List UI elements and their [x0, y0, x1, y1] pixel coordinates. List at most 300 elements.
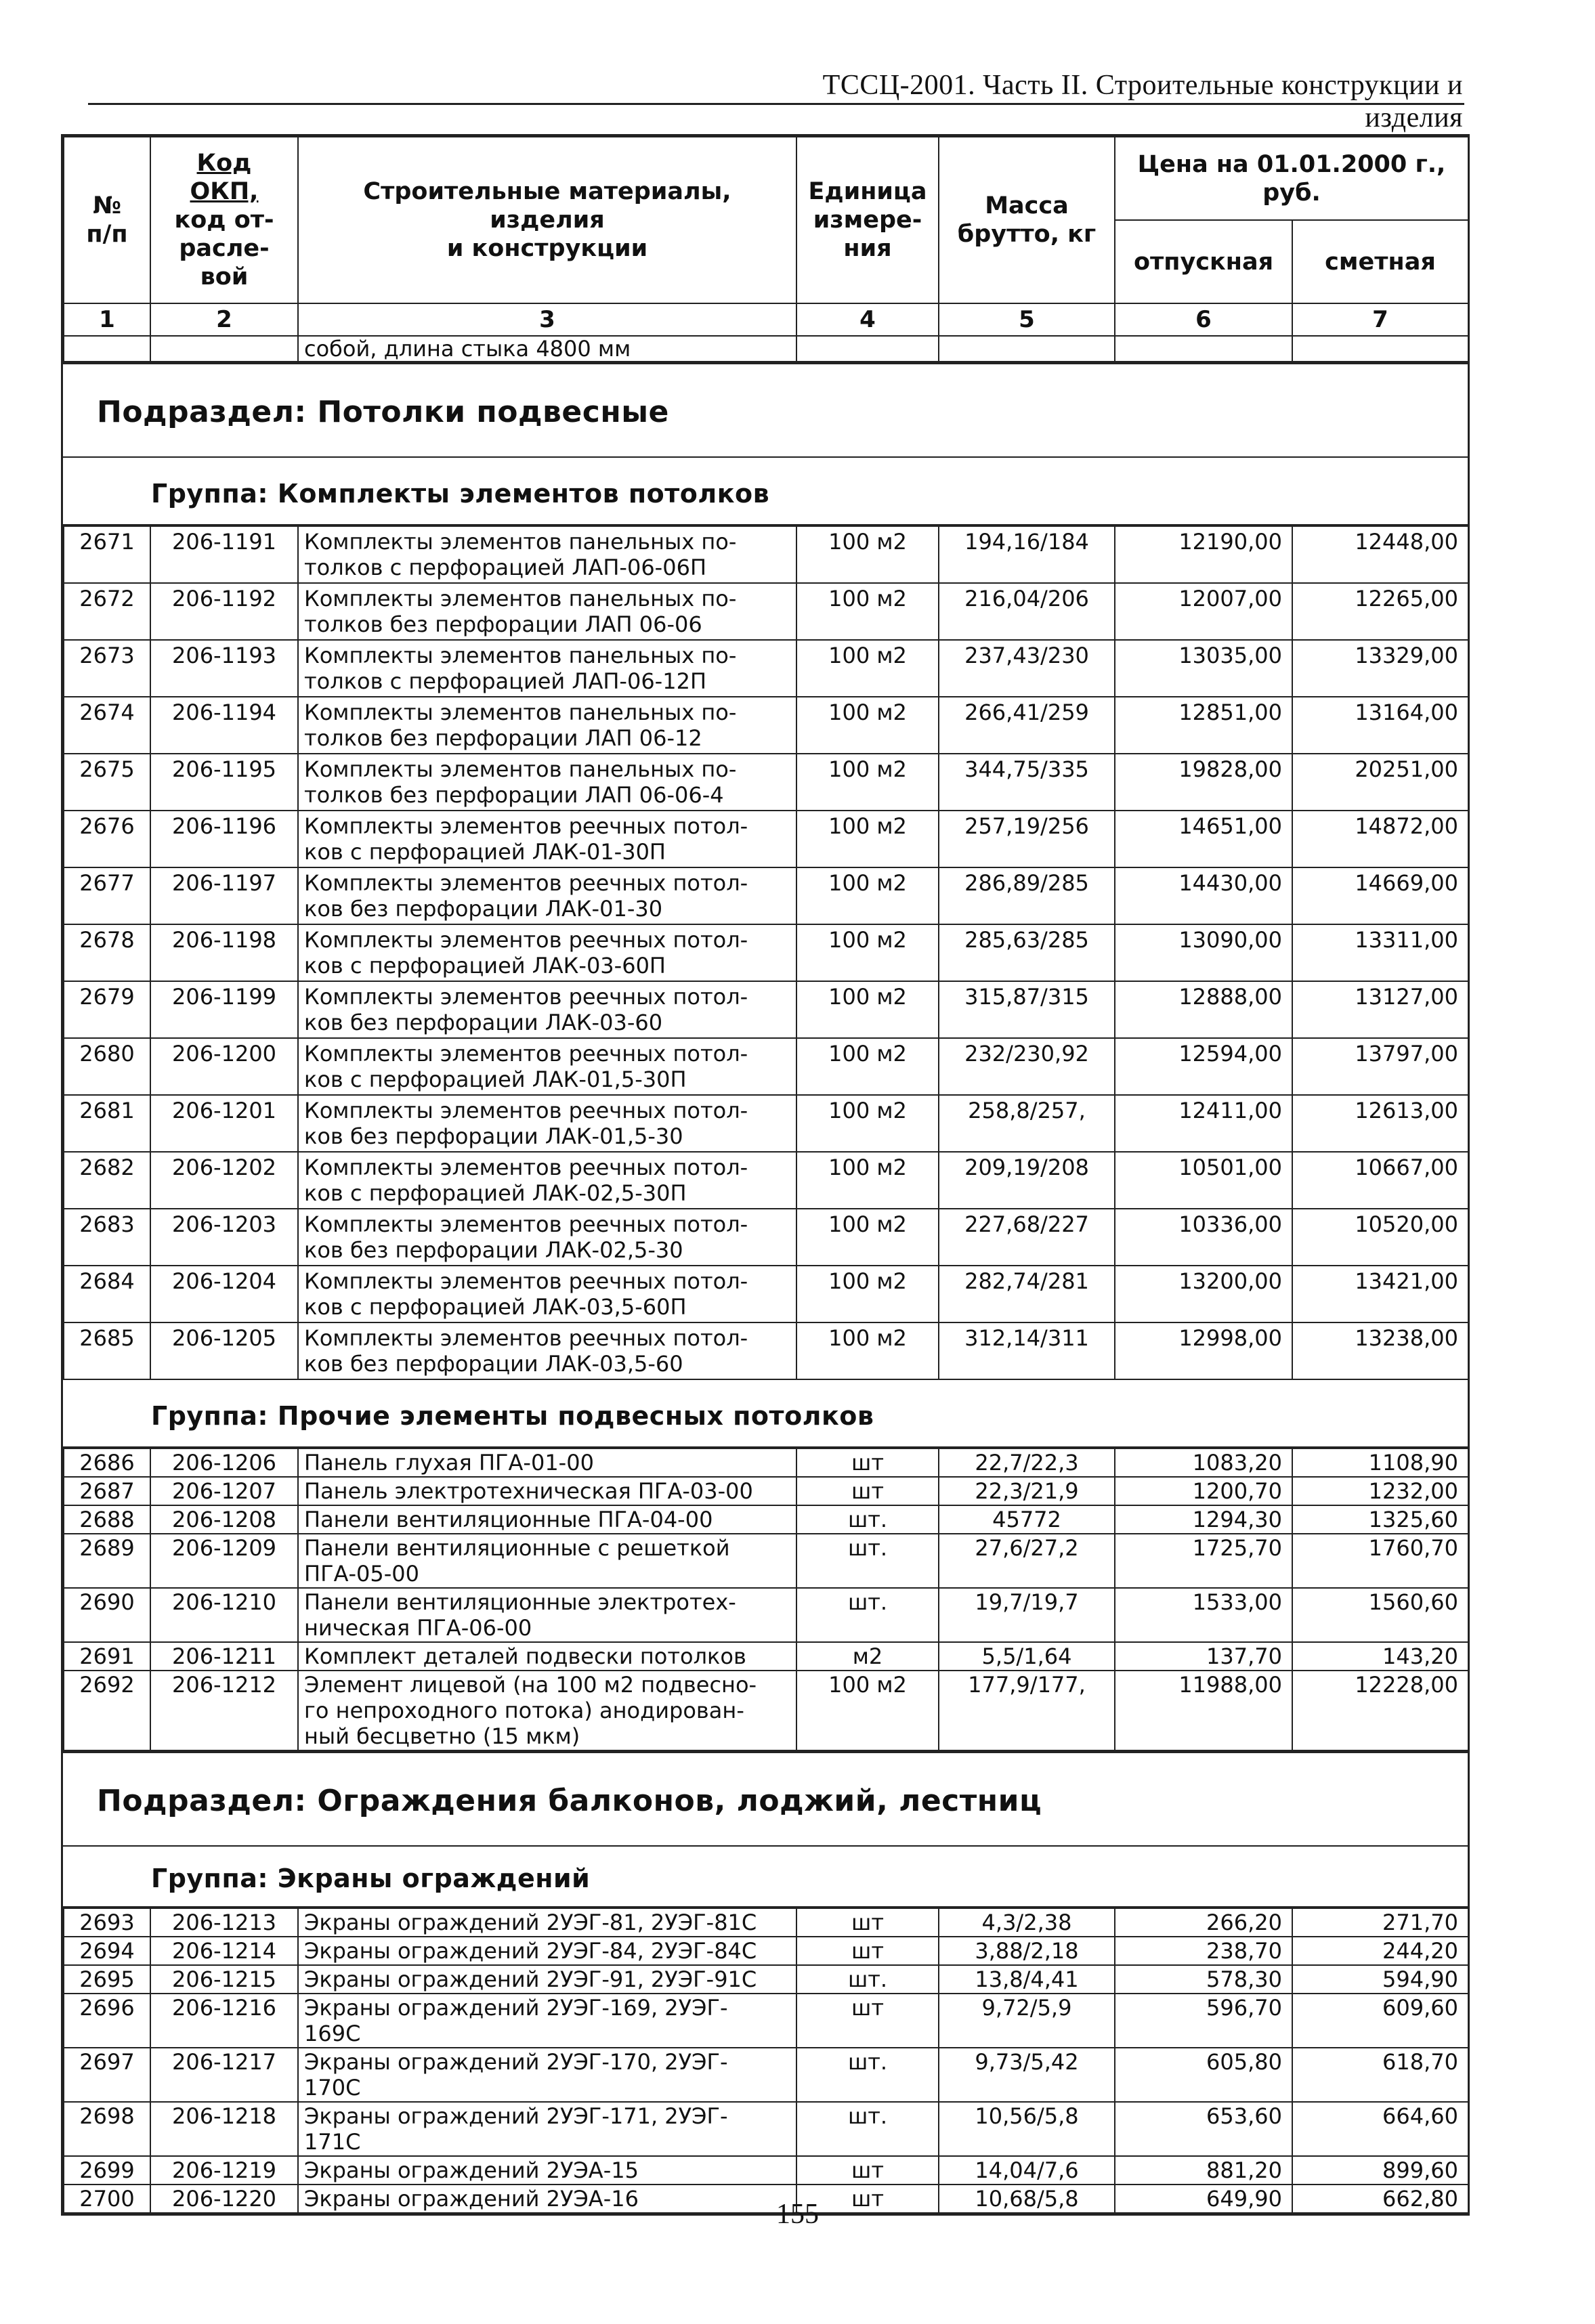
- row-mass: 9,72/5,9: [939, 1994, 1115, 2048]
- row-number: 2693: [64, 1908, 150, 1937]
- row-release-price: 578,30: [1115, 1965, 1292, 1994]
- row-name: [298, 697, 796, 754]
- row-mass: 194,16/184: [939, 526, 1115, 583]
- row-mass: 216,04/206: [939, 583, 1115, 640]
- table-row: [64, 2048, 1468, 2102]
- row-number: 2675: [64, 754, 150, 811]
- row-release-price: 605,80: [1115, 2048, 1292, 2102]
- row-estimate-price: 609,60: [1292, 1994, 1468, 2048]
- row-unit: шт.: [796, 2102, 939, 2156]
- row-number: 2697: [64, 2048, 150, 2102]
- row-code: 206-1201: [150, 1095, 298, 1152]
- row-name-line: Комплекты элементов реечных потол-: [304, 984, 748, 1010]
- row-unit: 100 м2: [796, 697, 939, 754]
- subsection: [61, 362, 1470, 1751]
- col-header-price-group: Цена на 01.01.2000 г., руб.: [1115, 137, 1468, 220]
- row-name: [298, 1209, 796, 1266]
- table-row: [64, 754, 1468, 811]
- row-mass: 258,8/257,: [939, 1095, 1115, 1152]
- carryover-text: собой, длина стыка 4800 мм: [298, 336, 796, 362]
- row-estimate-price: 1560,60: [1292, 1588, 1468, 1642]
- row-name-line: 170С: [304, 2075, 361, 2101]
- row-mass: 10,56/5,8: [939, 2102, 1115, 2156]
- row-number: 2678: [64, 924, 150, 981]
- row-name: [298, 2102, 796, 2156]
- row-number: 2676: [64, 811, 150, 867]
- table-row: [64, 1994, 1468, 2048]
- row-mass: 286,89/285: [939, 867, 1115, 924]
- row-release-price: 12190,00: [1115, 526, 1292, 583]
- row-code: 206-1214: [150, 1937, 298, 1965]
- row-name-line: Экраны ограждений 2УЭА-16: [304, 2186, 639, 2212]
- col-header-release-price: отпускная: [1115, 220, 1292, 303]
- row-number: 2698: [64, 2102, 150, 2156]
- row-number: 2682: [64, 1152, 150, 1209]
- row-estimate-price: 899,60: [1292, 2156, 1468, 2185]
- row-name: [298, 1477, 796, 1505]
- table-row: [64, 1588, 1468, 1642]
- table-row: [64, 924, 1468, 981]
- row-code: 206-1207: [150, 1477, 298, 1505]
- row-release-price: 649,90: [1115, 2185, 1292, 2213]
- row-unit: 100 м2: [796, 1322, 939, 1379]
- row-estimate-price: 271,70: [1292, 1908, 1468, 1937]
- row-estimate-price: 13164,00: [1292, 697, 1468, 754]
- row-unit: шт.: [796, 1505, 939, 1534]
- row-estimate-price: 1232,00: [1292, 1477, 1468, 1505]
- row-code: 206-1209: [150, 1534, 298, 1588]
- row-release-price: 12998,00: [1115, 1322, 1292, 1379]
- row-code: 206-1193: [150, 640, 298, 697]
- row-estimate-price: 14669,00: [1292, 867, 1468, 924]
- row-mass: 177,9/177,: [939, 1671, 1115, 1750]
- header-rule: [88, 103, 1464, 105]
- row-name: [298, 924, 796, 981]
- row-code: 206-1211: [150, 1642, 298, 1671]
- row-name: [298, 981, 796, 1038]
- row-estimate-price: 10667,00: [1292, 1152, 1468, 1209]
- row-release-price: 19828,00: [1115, 754, 1292, 811]
- table-header-frame: [61, 134, 1470, 362]
- row-unit: шт: [796, 2185, 939, 2213]
- row-name: [298, 640, 796, 697]
- group-table: [63, 525, 1469, 1380]
- row-name-line: 171С: [304, 2129, 361, 2155]
- row-estimate-price: 13127,00: [1292, 981, 1468, 1038]
- row-name: [298, 2156, 796, 2185]
- table-row: [64, 697, 1468, 754]
- group-title: Группа: Комплекты элементов потолков: [63, 458, 1468, 525]
- table-body: [61, 362, 1470, 2216]
- col-header-code: Код ОКП, код от- расле- вой: [150, 137, 298, 303]
- row-code: 206-1216: [150, 1994, 298, 2048]
- row-estimate-price: 1760,70: [1292, 1534, 1468, 1588]
- row-release-price: 14430,00: [1115, 867, 1292, 924]
- row-estimate-price: 664,60: [1292, 2102, 1468, 2156]
- row-mass: 232/230,92: [939, 1038, 1115, 1095]
- row-name-line: толков без перфорации ЛАП 06-06-4: [304, 782, 724, 808]
- row-name: [298, 754, 796, 811]
- row-estimate-price: 12448,00: [1292, 526, 1468, 583]
- row-unit: 100 м2: [796, 1671, 939, 1750]
- row-number: 2683: [64, 1209, 150, 1266]
- table-row: [64, 1038, 1468, 1095]
- row-name: [298, 1152, 796, 1209]
- row-estimate-price: 594,90: [1292, 1965, 1468, 1994]
- row-name-line: Комплекты элементов панельных по-: [304, 529, 737, 555]
- row-name-line: Комплекты элементов панельных по-: [304, 700, 737, 725]
- row-number: 2679: [64, 981, 150, 1038]
- row-unit: 100 м2: [796, 1038, 939, 1095]
- table-row: [64, 583, 1468, 640]
- row-release-price: 137,70: [1115, 1642, 1292, 1671]
- row-unit: шт.: [796, 1965, 939, 1994]
- table-row: [64, 1448, 1468, 1477]
- row-code: 206-1191: [150, 526, 298, 583]
- row-mass: 3,88/2,18: [939, 1937, 1115, 1965]
- row-name-line: Панель электротехническая ПГА-03-00: [304, 1478, 753, 1504]
- carryover-row: [64, 336, 1468, 362]
- row-estimate-price: 13311,00: [1292, 924, 1468, 981]
- row-code: 206-1218: [150, 2102, 298, 2156]
- row-code: 206-1219: [150, 2156, 298, 2185]
- row-name: [298, 1266, 796, 1322]
- row-name-line: 169С: [304, 2021, 361, 2046]
- table-row: [64, 1095, 1468, 1152]
- row-name-line: Панель глухая ПГА-01-00: [304, 1450, 594, 1476]
- row-unit: 100 м2: [796, 583, 939, 640]
- row-release-price: 12594,00: [1115, 1038, 1292, 1095]
- row-mass: 10,68/5,8: [939, 2185, 1115, 2213]
- row-mass: 19,7/19,7: [939, 1588, 1115, 1642]
- row-mass: 13,8/4,41: [939, 1965, 1115, 1994]
- row-code: 206-1199: [150, 981, 298, 1038]
- row-number: 2687: [64, 1477, 150, 1505]
- row-name: [298, 1642, 796, 1671]
- row-estimate-price: 143,20: [1292, 1642, 1468, 1671]
- row-name: [298, 1095, 796, 1152]
- row-name: [298, 1908, 796, 1937]
- row-name-line: Комплекты элементов реечных потол-: [304, 1325, 748, 1351]
- table-row: [64, 1505, 1468, 1534]
- subsection-title: Подраздел: Потолки подвесные: [63, 364, 1468, 458]
- row-number: 2681: [64, 1095, 150, 1152]
- row-code: 206-1213: [150, 1908, 298, 1937]
- row-number: 2671: [64, 526, 150, 583]
- row-unit: 100 м2: [796, 1266, 939, 1322]
- row-mass: 315,87/315: [939, 981, 1115, 1038]
- row-number: 2674: [64, 697, 150, 754]
- row-name-line: Экраны ограждений 2УЭГ-81, 2УЭГ-81С: [304, 1910, 757, 1935]
- table-row: [64, 1937, 1468, 1965]
- row-number: 2685: [64, 1322, 150, 1379]
- running-head: ТССЦ-2001. Часть II. Строительные конструкции и изделия: [822, 70, 1463, 133]
- subsection-title: Подраздел: Ограждения балконов, лоджий, лестниц: [63, 1753, 1468, 1847]
- row-name-line: ков без перфорации ЛАК-03-60: [304, 1010, 663, 1035]
- row-name-line: Комплекты элементов реечных потол-: [304, 1211, 748, 1237]
- column-number-row: 1 2 3 4 5 6 7: [64, 303, 1468, 336]
- row-name-line: ков без перфорации ЛАК-02,5-30: [304, 1237, 683, 1263]
- col-header-name: Строительные материалы, изделия и конструкции: [298, 137, 796, 303]
- row-estimate-price: 10520,00: [1292, 1209, 1468, 1266]
- row-name: [298, 1322, 796, 1379]
- row-release-price: 12411,00: [1115, 1095, 1292, 1152]
- row-code: 206-1210: [150, 1588, 298, 1642]
- table-row: [64, 1322, 1468, 1379]
- row-unit: 100 м2: [796, 526, 939, 583]
- row-code: 206-1200: [150, 1038, 298, 1095]
- row-name-line: Панели вентиляционные с решеткой: [304, 1535, 730, 1561]
- row-release-price: 266,20: [1115, 1908, 1292, 1937]
- row-name-line: Экраны ограждений 2УЭГ-91, 2УЭГ-91С: [304, 1966, 757, 1992]
- row-estimate-price: 13797,00: [1292, 1038, 1468, 1095]
- row-code: 206-1217: [150, 2048, 298, 2102]
- row-release-price: 12888,00: [1115, 981, 1292, 1038]
- row-unit: шт.: [796, 1534, 939, 1588]
- row-name-line: Комплект деталей подвески потолков: [304, 1643, 746, 1669]
- row-number: 2699: [64, 2156, 150, 2185]
- row-name-line: Экраны ограждений 2УЭГ-171, 2УЭГ-: [304, 2103, 728, 2129]
- row-mass: 257,19/256: [939, 811, 1115, 867]
- row-name-line: толков без перфорации ЛАП 06-12: [304, 725, 702, 751]
- col-header-mass: Масса брутто, кг: [939, 137, 1115, 303]
- row-estimate-price: 618,70: [1292, 2048, 1468, 2102]
- row-unit: 100 м2: [796, 1209, 939, 1266]
- row-release-price: 1083,20: [1115, 1448, 1292, 1477]
- table-row: [64, 2102, 1468, 2156]
- table-row: [64, 1642, 1468, 1671]
- row-release-price: 1533,00: [1115, 1588, 1292, 1642]
- row-name-line: ков без перфорации ЛАК-03,5-60: [304, 1351, 683, 1377]
- row-estimate-price: 20251,00: [1292, 754, 1468, 811]
- table-row: [64, 1266, 1468, 1322]
- row-unit: м2: [796, 1642, 939, 1671]
- row-estimate-price: 12228,00: [1292, 1671, 1468, 1750]
- row-name-line: Экраны ограждений 2УЭА-15: [304, 2157, 639, 2183]
- table-row: [64, 1965, 1468, 1994]
- table-row: [64, 811, 1468, 867]
- row-number: 2677: [64, 867, 150, 924]
- row-code: 206-1198: [150, 924, 298, 981]
- row-name-line: ков с перфорацией ЛАК-03,5-60П: [304, 1294, 687, 1320]
- row-number: 2672: [64, 583, 150, 640]
- row-mass: 344,75/335: [939, 754, 1115, 811]
- row-code: 206-1197: [150, 867, 298, 924]
- group-title: Группа: Прочие элементы подвесных потолков: [63, 1380, 1468, 1448]
- row-number: 2684: [64, 1266, 150, 1322]
- row-name-line: Элемент лицевой (на 100 м2 подвесно-: [304, 1672, 757, 1698]
- row-name-line: ков с перфорацией ЛАК-02,5-30П: [304, 1180, 687, 1206]
- row-unit: 100 м2: [796, 640, 939, 697]
- row-mass: 237,43/230: [939, 640, 1115, 697]
- row-name-line: го непроходного потока) анодирован-: [304, 1698, 744, 1723]
- row-mass: 45772: [939, 1505, 1115, 1534]
- row-unit: 100 м2: [796, 1095, 939, 1152]
- row-estimate-price: 12613,00: [1292, 1095, 1468, 1152]
- row-release-price: 12007,00: [1115, 583, 1292, 640]
- row-name: [298, 1671, 796, 1750]
- row-name-line: Экраны ограждений 2УЭГ-84, 2УЭГ-84С: [304, 1938, 757, 1964]
- row-name-line: Комплекты элементов панельных по-: [304, 586, 737, 611]
- row-unit: шт: [796, 1448, 939, 1477]
- row-release-price: 1725,70: [1115, 1534, 1292, 1588]
- row-name: [298, 1994, 796, 2048]
- row-estimate-price: 1325,60: [1292, 1505, 1468, 1534]
- row-name-line: Панели вентиляционные ПГА-04-00: [304, 1507, 713, 1532]
- row-code: 206-1215: [150, 1965, 298, 1994]
- row-number: 2690: [64, 1588, 150, 1642]
- row-name-line: ков без перфорации ЛАК-01,5-30: [304, 1123, 683, 1149]
- row-code: 206-1208: [150, 1505, 298, 1534]
- row-mass: 285,63/285: [939, 924, 1115, 981]
- row-name: [298, 811, 796, 867]
- row-release-price: 596,70: [1115, 1994, 1292, 2048]
- table-row: [64, 1152, 1468, 1209]
- row-estimate-price: 1108,90: [1292, 1448, 1468, 1477]
- row-name-line: Экраны ограждений 2УЭГ-169, 2УЭГ-: [304, 1995, 728, 2021]
- row-unit: 100 м2: [796, 1152, 939, 1209]
- page-number: 155: [776, 2199, 819, 2230]
- row-unit: шт: [796, 1908, 939, 1937]
- row-name-line: Панели вентиляционные электротех-: [304, 1589, 736, 1615]
- row-name: [298, 1937, 796, 1965]
- row-mass: 27,6/27,2: [939, 1534, 1115, 1588]
- row-name-line: ПГА-05-00: [304, 1561, 419, 1587]
- row-release-price: 13200,00: [1115, 1266, 1292, 1322]
- row-estimate-price: 244,20: [1292, 1937, 1468, 1965]
- row-name-line: Экраны ограждений 2УЭГ-170, 2УЭГ-: [304, 2049, 728, 2075]
- table-row: [64, 640, 1468, 697]
- row-name: [298, 1534, 796, 1588]
- row-name-line: толков без перфорации ЛАП 06-06: [304, 611, 702, 637]
- col-header-unit: Единица измере- ния: [796, 137, 939, 303]
- row-name-line: ный бесцветно (15 мкм): [304, 1723, 580, 1749]
- row-number: 2695: [64, 1965, 150, 1994]
- row-mass: 9,73/5,42: [939, 2048, 1115, 2102]
- col-header-estimate-price: сметная: [1292, 220, 1468, 303]
- row-unit: 100 м2: [796, 867, 939, 924]
- table-row: [64, 1477, 1468, 1505]
- row-estimate-price: 13329,00: [1292, 640, 1468, 697]
- row-code: 206-1194: [150, 697, 298, 754]
- col-header-number: № п/п: [64, 137, 150, 303]
- row-name: [298, 1038, 796, 1095]
- row-number: 2680: [64, 1038, 150, 1095]
- row-number: 2686: [64, 1448, 150, 1477]
- row-name: [298, 1965, 796, 1994]
- row-release-price: 881,20: [1115, 2156, 1292, 2185]
- row-number: 2696: [64, 1994, 150, 2048]
- row-name: [298, 1505, 796, 1534]
- row-name-line: Комплекты элементов панельных по-: [304, 756, 737, 782]
- row-number: 2688: [64, 1505, 150, 1534]
- row-unit: шт.: [796, 2048, 939, 2102]
- row-name-line: Комплекты элементов реечных потол-: [304, 1041, 748, 1067]
- row-name-line: толков с перфорацией ЛАП-06-12П: [304, 668, 706, 694]
- row-release-price: 1294,30: [1115, 1505, 1292, 1534]
- row-unit: 100 м2: [796, 981, 939, 1038]
- row-estimate-price: 12265,00: [1292, 583, 1468, 640]
- row-name-line: Комплекты элементов реечных потол-: [304, 813, 748, 839]
- table-row: [64, 981, 1468, 1038]
- row-mass: 209,19/208: [939, 1152, 1115, 1209]
- row-mass: 22,3/21,9: [939, 1477, 1115, 1505]
- row-release-price: 238,70: [1115, 1937, 1292, 1965]
- row-number: 2692: [64, 1671, 150, 1750]
- row-name-line: ков с перфорацией ЛАК-01,5-30П: [304, 1067, 687, 1092]
- row-release-price: 653,60: [1115, 2102, 1292, 2156]
- table-row: [64, 526, 1468, 583]
- row-code: 206-1220: [150, 2185, 298, 2213]
- row-name-line: ков без перфорации ЛАК-01-30: [304, 896, 663, 922]
- row-mass: 282,74/281: [939, 1266, 1115, 1322]
- row-mass: 4,3/2,38: [939, 1908, 1115, 1937]
- row-mass: 22,7/22,3: [939, 1448, 1115, 1477]
- row-release-price: 13035,00: [1115, 640, 1292, 697]
- row-name-line: Комплекты элементов реечных потол-: [304, 1268, 748, 1294]
- row-name: [298, 2048, 796, 2102]
- table-row: [64, 867, 1468, 924]
- group-table: [63, 1908, 1469, 2214]
- table-row: [64, 2156, 1468, 2185]
- row-name-line: Комплекты элементов панельных по-: [304, 643, 737, 668]
- row-unit: шт: [796, 1937, 939, 1965]
- subsection: [61, 1751, 1470, 2216]
- row-name: [298, 1448, 796, 1477]
- row-unit: шт.: [796, 1588, 939, 1642]
- table-row: [64, 1209, 1468, 1266]
- row-name-line: Комплекты элементов реечных потол-: [304, 927, 748, 953]
- row-name-line: ническая ПГА-06-00: [304, 1615, 532, 1641]
- row-unit: шт: [796, 2156, 939, 2185]
- row-release-price: 12851,00: [1115, 697, 1292, 754]
- row-name-line: Комплекты элементов реечных потол-: [304, 870, 748, 896]
- row-estimate-price: 13238,00: [1292, 1322, 1468, 1379]
- row-name-line: толков с перфорацией ЛАП-06-06П: [304, 555, 706, 580]
- row-mass: 5,5/1,64: [939, 1642, 1115, 1671]
- table-row: [64, 1671, 1468, 1750]
- row-code: 206-1212: [150, 1671, 298, 1750]
- row-name: [298, 1588, 796, 1642]
- row-code: 206-1206: [150, 1448, 298, 1477]
- row-release-price: 1200,70: [1115, 1477, 1292, 1505]
- table-header: [63, 136, 1469, 362]
- row-number: 2673: [64, 640, 150, 697]
- row-release-price: 11988,00: [1115, 1671, 1292, 1750]
- row-mass: 266,41/259: [939, 697, 1115, 754]
- row-release-price: 10336,00: [1115, 1209, 1292, 1266]
- price-table: [61, 134, 1470, 2216]
- row-unit: 100 м2: [796, 754, 939, 811]
- row-mass: 312,14/311: [939, 1322, 1115, 1379]
- row-unit: шт: [796, 1477, 939, 1505]
- row-code: 206-1196: [150, 811, 298, 867]
- group-table: [63, 1448, 1469, 1751]
- row-unit: шт: [796, 1994, 939, 2048]
- row-code: 206-1203: [150, 1209, 298, 1266]
- row-code: 206-1202: [150, 1152, 298, 1209]
- row-release-price: 10501,00: [1115, 1152, 1292, 1209]
- row-estimate-price: 13421,00: [1292, 1266, 1468, 1322]
- row-name-line: Комплекты элементов реечных потол-: [304, 1098, 748, 1123]
- row-code: 206-1195: [150, 754, 298, 811]
- row-estimate-price: 14872,00: [1292, 811, 1468, 867]
- row-unit: 100 м2: [796, 924, 939, 981]
- row-number: 2694: [64, 1937, 150, 1965]
- row-name: [298, 526, 796, 583]
- row-mass: 14,04/7,6: [939, 2156, 1115, 2185]
- row-code: 206-1205: [150, 1322, 298, 1379]
